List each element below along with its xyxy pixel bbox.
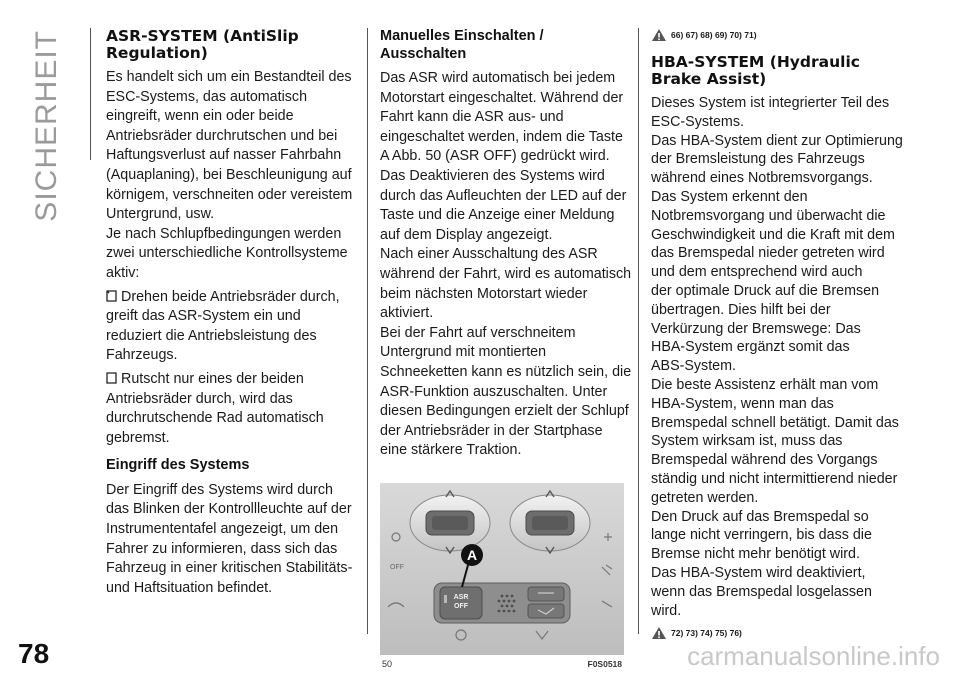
column-manual [380,28,644,669]
watermark: carmanualsonline.info [687,641,940,671]
svg-text:ASR: ASR [453,593,469,601]
asr-heading: ASR-SYSTEM (AntiSlip Regulation) [106,27,299,62]
column-asr [106,28,370,598]
warning-triangle-icon [651,28,667,42]
off-label: OFF [390,563,404,571]
svg-text:A: A [466,546,478,563]
warning-triangle-icon [651,626,667,640]
asr-bullet-one-wheel: Rutscht nur eines der beiden Antriebsräder durch, wird das durchrutschende Rad automatisch gebremst. [106,370,324,446]
svg-text:OFF: OFF [454,602,468,610]
asr-intro: Es handelt sich um ein Bestandteil des ESC-Systems, das automatisch eingreift, wenn ein oder beide Antriebsräder durchrutschen und bei Haftungsverlust auf nasser Fahrbahn (Aquaplaning), bei Beschleunigung auf körnigem, verschneiten oder vereistem Untergrund, usw. Je nach Schlupfbedingungen werden zwei unterschiedliche Kontrollsysteme aktiv: [106,69,353,281]
hba-heading: HBA-SYSTEM (Hydraulic Brake Assist) [651,53,860,88]
asr-bullet-both-wheels: Drehen beide Antriebsräder durch, greift das ASR-System ein und reduziert die Antriebsleistung des Fahrzeugs. [106,288,340,364]
manual-heading: Manuelles Einschalten / Ausschalten [380,28,544,62]
bullet-icon [106,372,118,384]
bullet-icon [106,290,118,302]
intervention-subheading: Eingriff des Systems [106,457,250,474]
figure-50-control-panel [380,483,624,669]
hba-text: Dieses System ist integrierter Teil des ESC-Systems. Das HBA-System dient zur Optimierung der Bremsleistung des Fahrzeugs während eines Notbremsvorgangs. Das System erkennt den Notbremsvorgang und überwacht die Geschwindigkeit und die Kraft mit dem das Bremspedal nieder getreten wird und dem entsprechend wird auch der optimale Druck auf die Bremsen übertragen. Dies hilft bei der Verkürzung der Bremswege: Das HBA-System ergänzt somit das ABS-System. Die beste Assistenz erhält man vom HBA-System, wenn man das Bremspedal schnell betätigt. Damit das System wirksam ist, muss das Bremspedal während des Vorgangs ständig und nicht intermittierend nieder getreten werden. Den Druck auf das Bremspedal so lange nicht verringern, bis dass die Bremse nicht mehr benötigt wird. Das HBA-System wird deaktiviert, wenn das Bremspedal losgelassen wird. [651,95,903,619]
page-number: 78 [18,638,50,669]
manual-text: Das ASR wird automatisch bei jedem Motorstart eingeschaltet. Während der Fahrt kann die ASR aus- und eingeschaltet werden, indem die Taste A Abb. 50 (ASR OFF) gedrückt wird. Das Deaktivieren des Systems wird durch das Aufleuchten der LED auf der Taste und die Anzeige einer Meldung auf dem Display angezeigt. Nach einer Ausschaltung des ASR während der Fahrt, wird es automatisch beim nächsten Motorstart wieder aktiviert. Bei der Fahrt auf verschneitem Untergrund mit montierten Schneeketten kann es nützlich sein, die ASR-Funktion auszuschalten. Unter diesen Bedingungen erzielt der Schlupf der Antriebsräder in der Startphase eine stärkere Traktion. [380,70,632,459]
warning-reference-bottom: 72) 73) 74) 75) 76) [651,626,915,640]
column-hba [651,28,915,640]
figure-code: F0S0518 [587,658,622,669]
side-divider [90,28,91,160]
control-panel-illustration [380,483,624,655]
asr-off-button [440,587,482,619]
figure-number: 50 [382,658,393,669]
warning-reference-top: 66) 67) 68) 69) 70) 71) [651,28,915,42]
section-title: SICHERHEIT [30,30,63,222]
intervention-text: Der Eingriff des Systems wird durch das Blinken der Kontrollleuchte auf der Instrumententafel angezeigt, um den Fahrer zu informieren, dass sich das Fahrzeug in einer kritischen Stabilitäts- und Haftsituation befindet. [106,481,353,596]
